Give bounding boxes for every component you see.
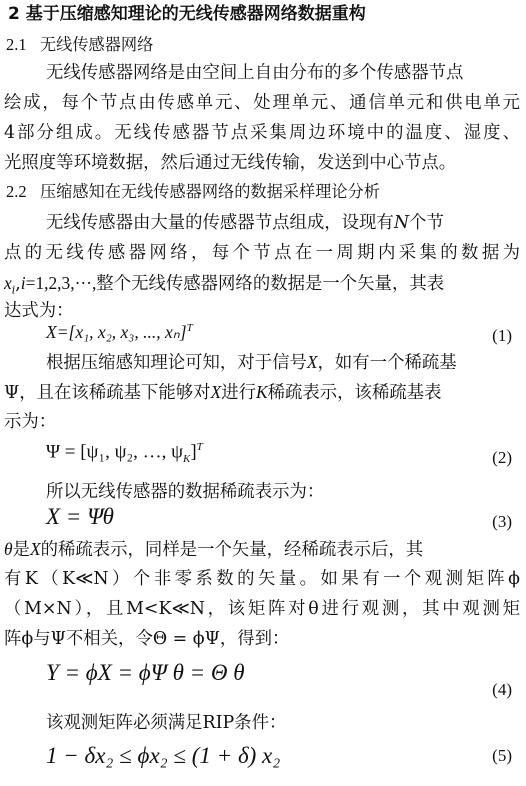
paragraph-line: 绘成，每个节点由传感单元、处理单元、通信单元和供电单元 [4, 93, 520, 113]
paragraph-line: 该观测矩阵必须满足RIP条件： [46, 713, 287, 733]
paragraph-line: 点的无线传感器网络，每个节点在一周期内采集的数据为 [4, 243, 520, 263]
text-span: 个节 [409, 213, 444, 233]
math-var: X [210, 382, 222, 402]
subsection-2-1-heading [6, 33, 520, 57]
paragraph-line: 阵ϕ与Ψ不相关，令Θ = ϕΨ，得到： [4, 629, 290, 649]
text-span: 进行 [221, 383, 256, 403]
paragraph-line [4, 537, 520, 562]
subsection-number: 2.1 [6, 35, 27, 54]
paragraph-line [4, 271, 520, 302]
paragraph-line: 所以无线传感器的数据稀疏表示为： [46, 482, 325, 502]
paragraph-line: 4部分组成。无线传感器节点采集周边环境中的温度、湿度、 [4, 123, 520, 143]
equation-bracket: ] [190, 441, 197, 463]
paragraph-line: 光照度等环境数据，然后通过无线传输，发送到中心节点。 [4, 153, 457, 173]
text-span: 是 [12, 540, 30, 560]
text-span: =1,2,3,···,整个无线传感器网络的数据是一个矢量，其表 [25, 273, 445, 293]
equation-number: (5) [492, 746, 512, 765]
paragraph-line: 有K（K≪N）个非零系数的矢量。如果有一个观测矩阵ϕ [4, 569, 520, 589]
equation-number: (1) [492, 326, 512, 345]
subsection-number: 2.2 [6, 182, 27, 201]
equation-number: (2) [492, 448, 512, 467]
subsection-title: 压缩感知在无线传感器网络的数据采样理论分析 [40, 182, 380, 201]
math-var: θ [4, 539, 13, 559]
equation-body: Y = ϕX = ϕΨ θ = Θ θ [46, 660, 245, 685]
equation-3 [46, 504, 114, 530]
paragraph-line: 示为： [4, 412, 57, 432]
text-span: 根据压缩感知理论可知，对于信号 [46, 353, 307, 373]
equation-body: =[x₁, x₂, x₃, ..., xₙ] [56, 322, 187, 342]
paragraph-line [4, 380, 520, 405]
section-title: 2 基于压缩感知理论的无线传感器网络数据重构 [8, 4, 366, 24]
subsection-title: 无线传感器网络 [40, 35, 154, 54]
math-sub: K [183, 453, 191, 466]
paragraph-line: 达式为： [4, 301, 74, 321]
math-var: K [255, 382, 268, 402]
subsection-2-2-heading [6, 180, 520, 204]
math-var: i [20, 273, 26, 293]
text-span: 的稀疏表示，同样是一个矢量，经稀疏表示后，其 [40, 540, 424, 560]
equation-1 [46, 322, 193, 343]
equation-5 [46, 743, 280, 769]
text-span: Ψ，且在该稀疏基下能够对 [4, 383, 211, 403]
math-var: X [306, 352, 318, 372]
text-span: ，如有一个稀疏基 [317, 353, 457, 373]
equation-body: Ψ = [ψ₁, ψ₂, …, ψ [46, 441, 183, 463]
math-sup: T [186, 322, 193, 335]
math-sup: T [196, 441, 203, 453]
math-var: N [393, 213, 410, 233]
paragraph-line [46, 350, 520, 375]
paragraph-line: （M×N），且M<K≪N，该矩阵对θ进行观测，其中观测矩 [4, 599, 520, 619]
math-sub: i [11, 283, 16, 297]
math-var: x [4, 273, 12, 293]
text-span: 无线传感器由大量的传感器节点组成，设现有 [46, 213, 394, 233]
paragraph-line [46, 211, 520, 235]
text-span: , [15, 274, 21, 294]
math-var: X [46, 322, 57, 342]
equation-number: (3) [492, 512, 512, 531]
equation-number: (4) [492, 680, 512, 699]
text-span: 稀疏表示，该稀疏基表 [267, 383, 442, 403]
equation-body: 1 − δx₂ ≤ ϕx₂ ≤ (1 + δ) x₂ [46, 743, 281, 768]
equation-body: X = Ψθ [46, 504, 114, 529]
paragraph-line: 无线传感器网络是由空间上自由分布的多个传感器节点 [46, 63, 464, 83]
math-var: X [29, 539, 41, 559]
equation-4 [46, 660, 245, 686]
equation-2 [46, 441, 203, 465]
